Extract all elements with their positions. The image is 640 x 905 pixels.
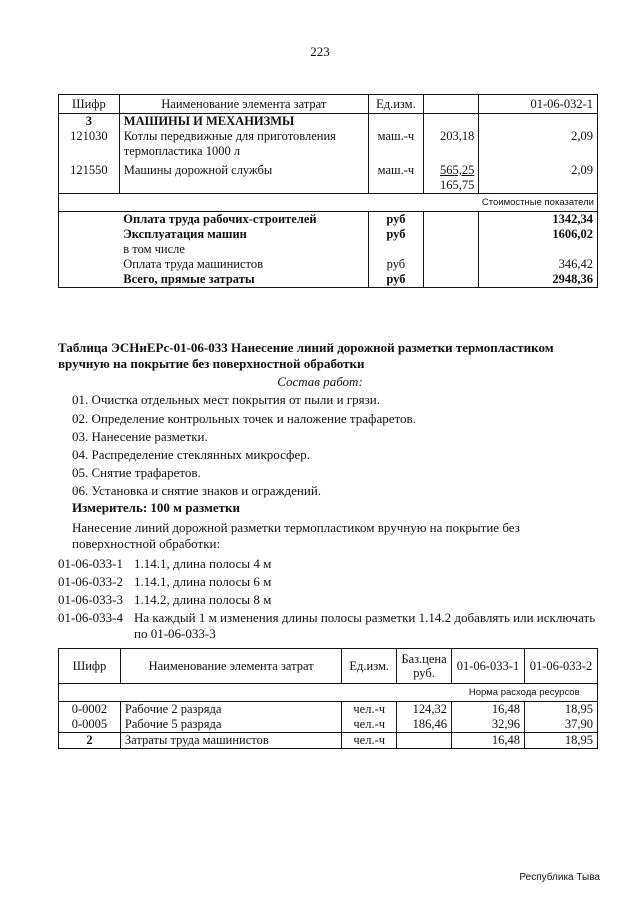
total-unit: руб	[368, 227, 423, 242]
row-v2: 37,90	[524, 717, 597, 733]
row-v2: 18,95	[524, 733, 597, 749]
row-v1: 32,96	[452, 717, 525, 733]
row-v1: 16,48	[452, 733, 525, 749]
section-code: 3	[59, 114, 120, 130]
cost-caption: Стоимостные показатели	[479, 194, 598, 212]
work-item: 01. Очистка отдельных мест покрытия от пыли и грязи.	[72, 392, 380, 407]
row-base-price: 565,25	[440, 163, 475, 177]
total-value: 1606,02	[479, 227, 598, 242]
measure: Измеритель: 100 м разметки	[72, 500, 241, 515]
header-name: Наименование элемента затрат	[119, 95, 368, 114]
cost-table-01-06-032	[58, 94, 598, 288]
resource-table-01-06-033	[58, 648, 598, 749]
table-row	[59, 159, 598, 194]
total-row	[59, 257, 598, 272]
description: Нанесение линий дорожной разметки термопластиком вручную на покрытие без поверхностной обработки:	[72, 520, 520, 551]
row-code: 121030	[59, 129, 120, 159]
variant-code: 01-06-033-4	[58, 610, 123, 625]
row-name: Затраты труда машинистов	[120, 733, 341, 749]
total-unit	[368, 242, 423, 257]
row-value: 2,09	[479, 159, 598, 194]
header-v1: 01-06-033-1	[452, 649, 525, 684]
header-code: Шифр	[59, 95, 120, 114]
total-value: 1342,34	[479, 212, 598, 228]
total-unit: руб	[368, 257, 423, 272]
cost-caption-row	[59, 194, 598, 212]
table-row	[59, 733, 598, 749]
table-header-row	[59, 649, 598, 684]
work-item: 02. Определение контрольных точек и наложение трафаретов.	[72, 411, 416, 426]
row-unit: чел.-ч	[342, 733, 397, 749]
row-unit: чел.-ч	[342, 702, 397, 718]
total-unit: руб	[368, 272, 423, 288]
header-value: 01-06-032-1	[479, 95, 598, 114]
variant-text: 1.14.1, длина полосы 4 м	[134, 556, 272, 571]
header-base-price: Баз.цена руб.	[397, 649, 452, 684]
header-base	[423, 95, 478, 114]
variant-code: 01-06-033-1	[58, 556, 123, 571]
table-row	[59, 702, 598, 718]
row-name: Машины дорожной службы	[119, 159, 368, 194]
work-item: 03. Нанесение разметки.	[72, 429, 208, 444]
work-item: 05. Снятие трафаретов.	[72, 465, 201, 480]
row-v1: 16,48	[452, 702, 525, 718]
variant-text: На каждый 1 м изменения длины полосы разметки 1.14.2 добавлять или исключать по 01-06-033-3	[134, 610, 596, 641]
row-base	[397, 733, 452, 749]
row-unit: маш.-ч	[368, 159, 423, 194]
total-name: Всего, прямые затраты	[119, 272, 368, 288]
total-row	[59, 212, 598, 228]
header-unit: Ед.изм.	[368, 95, 423, 114]
table-row	[59, 129, 598, 159]
norm-caption: Норма расхода ресурсов	[452, 684, 598, 702]
page-number: 223	[310, 44, 330, 59]
header-unit: Ед.изм.	[342, 649, 397, 684]
header-v2: 01-06-033-2	[524, 649, 597, 684]
row-base-price-2: 165,75	[440, 178, 475, 192]
row-code: 121550	[59, 159, 120, 194]
section-name: МАШИНЫ И МЕХАНИЗМЫ	[119, 114, 368, 130]
footer-region: Республика Тыва	[519, 872, 600, 883]
row-v2: 18,95	[524, 702, 597, 718]
norm-caption-row	[59, 684, 598, 702]
variant-text: 1.14.2, длина полосы 8 м	[134, 592, 272, 607]
total-name: Оплата труда рабочих-строителей	[119, 212, 368, 228]
works-caption: Состав работ:	[277, 374, 363, 389]
total-row	[59, 272, 598, 288]
total-name: Оплата труда машинистов	[119, 257, 368, 272]
total-row	[59, 242, 598, 257]
row-unit: чел.-ч	[342, 717, 397, 733]
row-name: Котлы передвижные для приготовления термопластика 1000 л	[119, 129, 368, 159]
row-base	[423, 159, 478, 194]
total-value	[479, 242, 598, 257]
row-value: 2,09	[479, 129, 598, 159]
total-value: 346,42	[479, 257, 598, 272]
row-base: 203,18	[423, 129, 478, 159]
table-header-row	[59, 95, 598, 114]
total-value: 2948,36	[479, 272, 598, 288]
row-code: 0-0005	[59, 717, 121, 733]
total-name: Эксплуатация машин	[119, 227, 368, 242]
work-item: 06. Установка и снятие знаков и ограждений.	[72, 483, 322, 498]
row-base: 124,32	[397, 702, 452, 718]
row-name: Рабочие 5 разряда	[120, 717, 341, 733]
work-item: 04. Распределение стеклянных микросфер.	[72, 447, 310, 462]
row-name: Рабочие 2 разряда	[120, 702, 341, 718]
header-code: Шифр	[59, 649, 121, 684]
row-code: 2	[59, 733, 121, 749]
table-row	[59, 717, 598, 733]
variant-text: 1.14.1, длина полосы 6 м	[134, 574, 272, 589]
variant-code: 01-06-033-3	[58, 592, 123, 607]
row-unit: маш.-ч	[368, 129, 423, 159]
row-code: 0-0002	[59, 702, 121, 718]
row-base: 186,46	[397, 717, 452, 733]
header-name: Наименование элемента затрат	[120, 649, 341, 684]
table-title: Таблица ЭСНиЕРс-01-06-033 Нанесение линий дорожной разметки термопластиком вручную на покрытие без поверхностной обработки	[58, 340, 554, 371]
section-row	[59, 114, 598, 130]
variant-code: 01-06-033-2	[58, 574, 123, 589]
total-name: в том числе	[119, 242, 368, 257]
total-unit: руб	[368, 212, 423, 228]
total-row	[59, 227, 598, 242]
